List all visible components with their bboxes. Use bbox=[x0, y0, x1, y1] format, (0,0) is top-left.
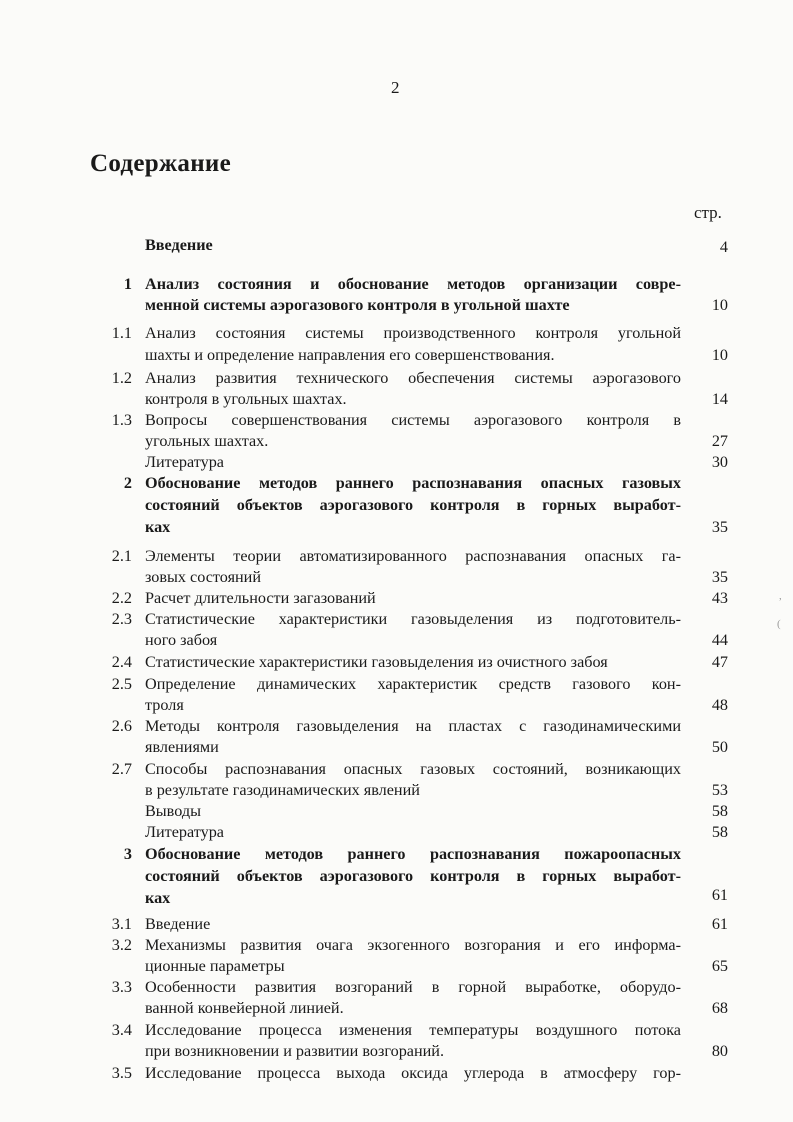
toc-entry-page: 58 bbox=[711, 802, 728, 820]
toc-entry-number: 3.3 bbox=[111, 978, 132, 996]
toc-entry-page: 35 bbox=[711, 568, 728, 586]
toc-entry-page: 30 bbox=[711, 453, 728, 471]
toc-entry-page: 43 bbox=[711, 589, 728, 607]
toc-entry-title-line: Исследование процесса изменения температуры воздушного потока bbox=[145, 1021, 681, 1039]
toc-entry-number: 2.7 bbox=[111, 760, 132, 778]
toc-entry-page: 61 bbox=[711, 886, 728, 904]
toc-entry-title-line: ках bbox=[145, 518, 171, 536]
scan-speck: ( bbox=[777, 618, 781, 630]
toc-entry-title-line: Вопросы совершенствования системы аэрогазового контроля в bbox=[145, 411, 681, 429]
toc-entry-page: 10 bbox=[711, 346, 728, 364]
toc-entry-number: 2.1 bbox=[111, 547, 132, 565]
toc-entry-number: 3.1 bbox=[111, 915, 132, 933]
toc-entry-number: 2.6 bbox=[111, 717, 132, 735]
toc-entry-title-line: Механизмы развития очага экзогенного возгорания и его информа- bbox=[145, 936, 681, 954]
toc-entry-page: 53 bbox=[711, 781, 728, 799]
toc-entry-title-line: шахты и определение направления его совершенствования. bbox=[145, 346, 555, 364]
toc-entry-title-line: Расчет длительности загазований bbox=[145, 589, 376, 607]
toc-entry-page: 50 bbox=[711, 738, 728, 756]
toc-entry-title-line: Статистические характеристики газовыделения из очистного забоя bbox=[145, 653, 608, 671]
toc-entry-title-line: угольных шахтах. bbox=[145, 432, 269, 450]
toc-entry-title-line: Выводы bbox=[145, 802, 201, 820]
toc-entry-page: 14 bbox=[711, 390, 728, 408]
toc-entry-title-line: Введение bbox=[145, 236, 213, 254]
toc-entry-title-line: Обоснование методов раннего распознавания пожароопасных bbox=[145, 845, 681, 863]
toc-entry-title-line: менной системы аэрогазового контроля в угольной шахте bbox=[145, 296, 570, 314]
toc-entry-title-line: явлениями bbox=[145, 738, 219, 756]
toc-entry-page: 58 bbox=[711, 823, 728, 841]
toc-entry-title-line: зовых состояний bbox=[145, 568, 261, 586]
toc-entry-page: 61 bbox=[711, 915, 728, 933]
toc-entry-number: 2.5 bbox=[111, 675, 132, 693]
toc-entry-title-line: Введение bbox=[145, 915, 211, 933]
page-column-header: стр. bbox=[694, 203, 722, 222]
toc-entry-number: 3.4 bbox=[111, 1021, 132, 1039]
toc-entry-page: 35 bbox=[711, 518, 728, 536]
toc-entry-title-line: Методы контроля газовыделения на пластах с газодинамическими bbox=[145, 717, 681, 735]
toc-entry-title-line: Обоснование методов раннего распознавания опасных газовых bbox=[145, 474, 681, 492]
toc-entry-title-line: троля bbox=[145, 696, 184, 714]
toc-entry-number: 2 bbox=[123, 474, 132, 492]
toc-entry-title-line: Анализ состояния и обоснование методов организации совре- bbox=[145, 275, 681, 293]
toc-entry-page: 48 bbox=[711, 696, 728, 714]
toc-entry-page: 10 bbox=[711, 296, 728, 314]
toc-entry-page: 27 bbox=[711, 432, 728, 450]
toc-entry-title-line: состояний объектов аэрогазового контроля в горных выработ- bbox=[145, 496, 681, 514]
toc-entry-number: 2.4 bbox=[111, 653, 132, 671]
toc-entry-title-line: при возникновении и развитии возгораний. bbox=[145, 1042, 445, 1060]
page-title: Содержание bbox=[90, 150, 232, 177]
toc-entry-number: 1 bbox=[123, 275, 132, 293]
toc-entry-title-line: Анализ состояния системы производственного контроля угольной bbox=[145, 324, 681, 342]
toc-entry-number: 1.2 bbox=[111, 369, 132, 387]
toc-entry-title-line: Анализ развития технического обеспечения системы аэрогазового bbox=[145, 369, 681, 387]
toc-entry-number: 2.3 bbox=[111, 610, 132, 628]
toc-entry-title-line: ного забоя bbox=[145, 631, 218, 649]
toc-entry-page: 80 bbox=[711, 1042, 728, 1060]
toc-entry-title-line: в результате газодинамических явлений bbox=[145, 781, 420, 799]
toc-entry-number: 3.2 bbox=[111, 936, 132, 954]
toc-entry-title-line: ванной конвейерной линией. bbox=[145, 999, 344, 1017]
toc-entry-title-line: ках bbox=[145, 889, 171, 907]
toc-entry-page: 68 bbox=[711, 999, 728, 1017]
toc-entry-title-line: контроля в угольных шахтах. bbox=[145, 390, 347, 408]
toc-entry-page: 65 bbox=[711, 957, 728, 975]
toc-entry-title-line: состояний объектов аэрогазового контроля в горных выработ- bbox=[145, 867, 681, 885]
toc-entry-title-line: Способы распознавания опасных газовых состояний, возникающих bbox=[145, 760, 681, 778]
toc-entry-page: 47 bbox=[711, 653, 728, 671]
toc-entry-title-line: Литература bbox=[145, 453, 224, 471]
toc-entry-title-line: Элементы теории автоматизированного распознавания опасных га- bbox=[145, 547, 681, 565]
toc-entry-number: 2.2 bbox=[111, 589, 132, 607]
toc-entry-page: 4 bbox=[719, 238, 728, 256]
toc-entry-number: 3 bbox=[123, 845, 132, 863]
toc-entry-title-line: Особенности развития возгораний в горной выработке, оборудо- bbox=[145, 978, 681, 996]
toc-entry-title-line: Определение динамических характеристик средств газового кон- bbox=[145, 675, 681, 693]
toc-entry-number: 1.1 bbox=[111, 324, 132, 342]
scan-speck: , bbox=[779, 590, 782, 602]
toc-entry-title-line: Литература bbox=[145, 823, 224, 841]
page-number: 2 bbox=[391, 78, 400, 97]
toc-entry-number: 1.3 bbox=[111, 411, 132, 429]
toc-entry-title-line: Исследование процесса выхода оксида углерода в атмосферу гор- bbox=[145, 1064, 681, 1082]
toc-entry-title-line: ционные параметры bbox=[145, 957, 285, 975]
toc-entry-number: 3.5 bbox=[111, 1064, 132, 1082]
toc-entry-title-line: Статистические характеристики газовыделения из подготовитель- bbox=[145, 610, 681, 628]
toc-entry-page: 44 bbox=[711, 631, 728, 649]
